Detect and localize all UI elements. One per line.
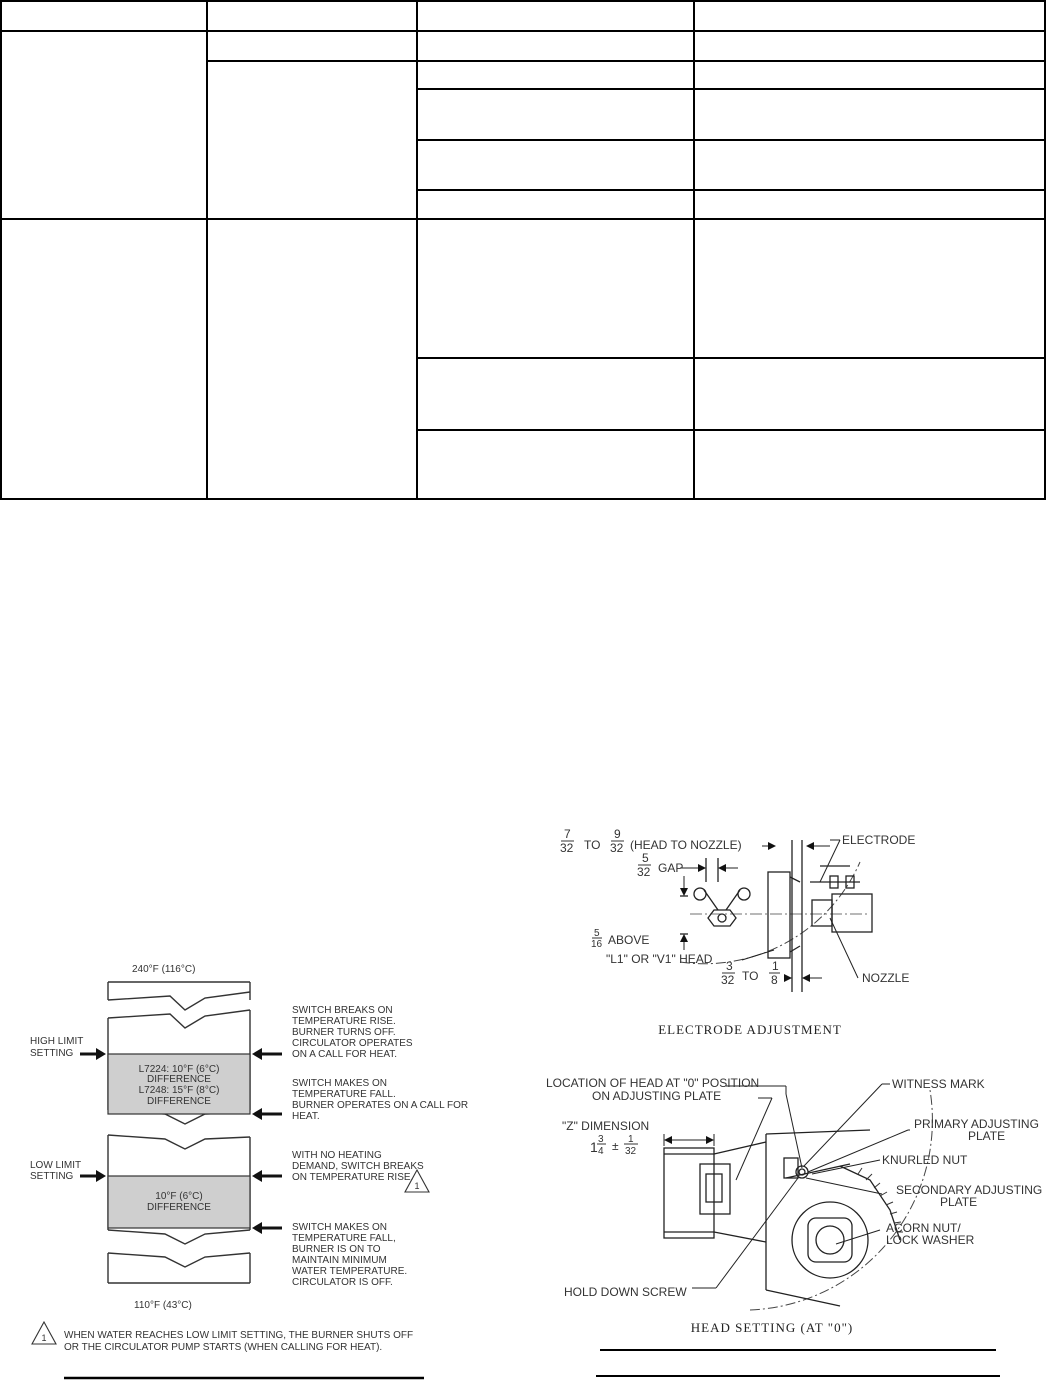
gap-label: GAP — [658, 861, 684, 875]
secondary-plate-label-1: SECONDARY ADJUSTING — [896, 1183, 1043, 1197]
note-1-line-4: CIRCULATOR OPERATES — [292, 1038, 413, 1049]
high-limit-label: HIGH LIMIT — [30, 1036, 84, 1047]
acorn-nut-label-2: LOCK WASHER — [886, 1233, 975, 1247]
above-den: 16 — [591, 939, 603, 950]
c-num: 1 — [772, 959, 779, 973]
frac-7-num: 7 — [564, 827, 571, 841]
head-to-nozzle-label: (HEAD TO NOZZLE) — [630, 838, 742, 852]
top-temperature: 240°F (116°C) — [132, 964, 196, 975]
note-1-line-3: BURNER TURNS OFF. — [292, 1027, 396, 1038]
knurled-nut-label: KNURLED NUT — [882, 1153, 968, 1167]
note-3-line-2: DEMAND, SWITCH BREAKS — [292, 1161, 424, 1172]
witness-mark-label: WITNESS MARK — [892, 1077, 985, 1091]
note-4-line-2: TEMPERATURE FALL, — [292, 1233, 396, 1244]
hold-down-label: HOLD DOWN SCREW — [564, 1285, 687, 1299]
frac-7-den: 32 — [560, 841, 574, 855]
to-label-2: TO — [742, 969, 759, 983]
above-num: 5 — [594, 928, 600, 939]
z2-num: 1 — [628, 1134, 634, 1145]
acorn-nut-label-1: ACORN NUT/ — [886, 1221, 961, 1235]
note-4-line-1: SWITCH MAKES ON — [292, 1222, 388, 1233]
troubleshooting-table — [0, 0, 1046, 500]
high-diff-text: L7224: 10°F (6°C) — [138, 1064, 220, 1075]
z-dimension-label: "Z" DIMENSION — [562, 1119, 650, 1133]
z2-den: 32 — [625, 1146, 637, 1157]
location-label-1: LOCATION OF HEAD AT "0" POSITION — [546, 1076, 760, 1090]
b-den: 32 — [721, 973, 735, 987]
footnote-line-2: OR THE CIRCULATOR PUMP STARTS (WHEN CALLING FOR HEAT). — [64, 1342, 383, 1353]
low-diff-text: 10°F (6°C) — [155, 1191, 203, 1202]
primary-plate-label-1: PRIMARY ADJUSTING — [914, 1117, 1039, 1131]
frac-9-den: 32 — [610, 841, 624, 855]
nozzle-label: NOZZLE — [862, 971, 910, 985]
bottom-temperature: 110°F (43°C) — [134, 1300, 192, 1311]
b-num: 3 — [726, 959, 733, 973]
svg-text:1: 1 — [41, 1333, 47, 1343]
head-type-label: "L1" OR "V1" HEAD — [606, 952, 713, 966]
head-setting-caption: HEAD SETTING (AT "0") — [690, 1320, 854, 1335]
head-setting-diagram — [540, 1070, 1046, 1382]
footnote-line-1: WHEN WATER REACHES LOW LIMIT SETTING, THE BURNER SHUTS OFF — [64, 1330, 414, 1341]
secondary-plate-label-2: PLATE — [940, 1195, 978, 1209]
low-diff-text-2: DIFFERENCE — [147, 1202, 211, 1213]
note-2-line-4: HEAT. — [292, 1111, 320, 1122]
high-diff-text-2: DIFFERENCE — [147, 1074, 211, 1085]
to-label-1: TO — [584, 838, 601, 852]
note-3-line-3: ON TEMPERATURE RISE. — [292, 1172, 414, 1183]
gap-den: 32 — [637, 865, 651, 879]
low-limit-label-2: SETTING — [30, 1171, 74, 1182]
note-4-line-5: WATER TEMPERATURE. — [292, 1266, 408, 1277]
high-limit-label-2: SETTING — [30, 1048, 74, 1059]
high-diff-text-4: DIFFERENCE — [147, 1096, 211, 1107]
note-2-line-1: SWITCH MAKES ON — [292, 1078, 388, 1089]
low-limit-label: LOW LIMIT — [30, 1160, 82, 1171]
high-diff-text-3: L7248: 15°F (8°C) — [138, 1085, 220, 1096]
electrode-adjustment-diagram — [530, 822, 1030, 1052]
location-label-2: ON ADJUSTING PLATE — [592, 1089, 722, 1103]
gap-num: 5 — [642, 851, 649, 865]
note-2-line-2: TEMPERATURE FALL. — [292, 1089, 396, 1100]
z-den: 4 — [598, 1146, 604, 1157]
note-3-line-1: WITH NO HEATING — [292, 1150, 382, 1161]
c-den: 8 — [771, 973, 778, 987]
z-whole: 1 — [590, 1139, 598, 1155]
z-num: 3 — [598, 1134, 604, 1145]
svg-text:1: 1 — [414, 1181, 420, 1191]
above-label: ABOVE — [608, 933, 650, 947]
footnote-triangle-icon — [32, 1322, 56, 1344]
electrode-caption: ELECTRODE ADJUSTMENT — [658, 1022, 842, 1037]
frac-9-num: 9 — [614, 827, 621, 841]
primary-plate-label-2: PLATE — [968, 1129, 1006, 1143]
note-1-line-1: SWITCH BREAKS ON — [292, 1005, 393, 1016]
note-4-line-6: CIRCULATOR IS OFF. — [292, 1277, 393, 1288]
limit-control-diagram — [0, 940, 500, 1382]
note-2-line-3: BURNER OPERATES ON A CALL FOR — [292, 1100, 469, 1111]
note-1-line-2: TEMPERATURE RISE. — [292, 1016, 396, 1027]
plus-minus: ± — [612, 1139, 619, 1153]
electrode-label: ELECTRODE — [842, 833, 916, 847]
note-4-line-4: MAINTAIN MINIMUM — [292, 1255, 387, 1266]
note-1-line-5: ON A CALL FOR HEAT. — [292, 1049, 398, 1060]
note-4-line-3: BURNER IS ON TO — [292, 1244, 381, 1255]
